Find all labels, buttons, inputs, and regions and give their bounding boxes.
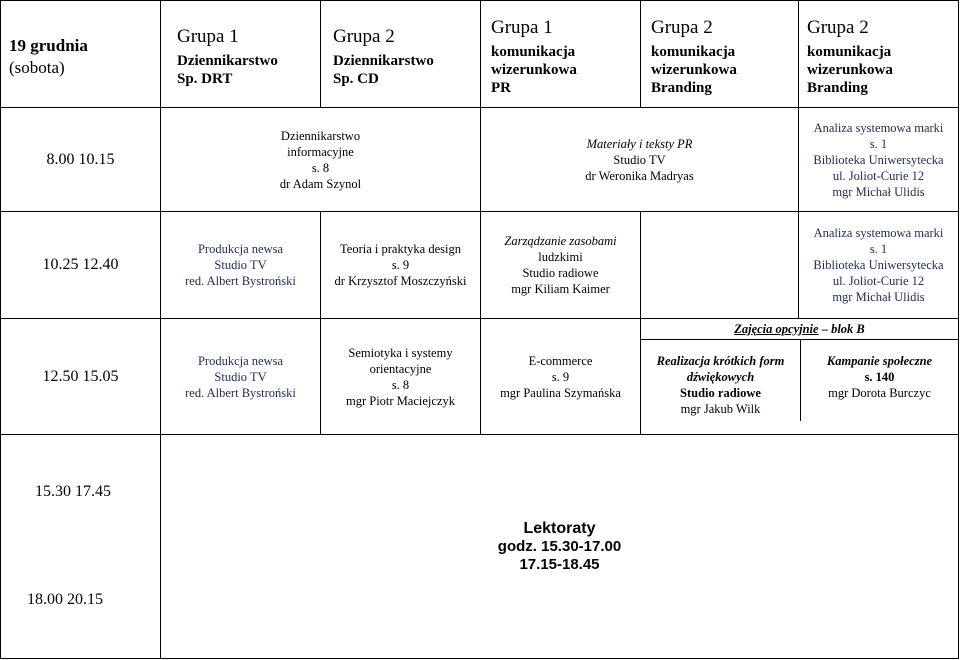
group-name: Grupa 1 [177,26,239,47]
course-title: informacyjne [287,144,354,159]
course-title: Analiza systemowa marki [813,226,944,240]
course-title: Realizacja krótkich form [656,354,785,368]
address: ul. Joliot-Curie 12 [832,168,925,183]
room: s. 9 [551,369,570,384]
specialization: Sp. CD [333,71,379,87]
lektoraty-hours: godz. 15.30-17.00 [497,537,622,555]
group-name: Grupa 2 [651,17,713,38]
lecturer: mgr Piotr Maciejczyk [346,393,455,408]
specialization: Dziennikarstwo [177,53,278,69]
specialization: komunikacja [807,44,892,60]
location: Biblioteka Uniwersytecka [813,258,944,272]
optional-block [641,319,959,435]
class-cell [801,353,958,421]
class-cell [161,108,481,212]
lecturer: red. Albert Bystroński [185,274,296,288]
room: s. 1 [869,242,888,256]
course-title: Materiały i teksty PR [586,136,693,151]
course-title: Produkcja newsa [197,353,284,368]
schedule-row-4 [1,435,959,659]
course-title: Semiotyka i systemy [348,345,453,360]
address: ul. Joliot-Curie 12 [832,274,925,288]
date-cell [1,1,161,108]
specialization: Branding [807,80,868,96]
class-cell [799,212,959,319]
specialization: wizerunkowa [491,62,577,78]
course-title: dźwiękowych [686,370,755,384]
course-title: Produkcja newsa [197,242,284,256]
group-name: Grupa 1 [491,17,553,38]
group-header-1 [161,1,321,108]
optional-label-text: Zajęcia opcyjnie [734,322,819,336]
group-name: Grupa 2 [333,26,395,47]
specialization: wizerunkowa [651,62,737,78]
room: s. 8 [391,377,410,392]
room: Studio TV [613,152,666,167]
lecturer: mgr Dorota Burczyc [828,386,931,400]
specialization: komunikacja [491,44,576,60]
empty-cell [641,212,799,319]
room: s. 140 [864,370,895,384]
class-cell [481,108,799,212]
course-title: Teoria i praktyka design [340,242,461,256]
schedule-row-3 [1,319,959,435]
room: Studio radiowe [680,386,761,400]
class-cell [321,319,481,435]
course-title: Dziennikarstwo [280,128,361,143]
lecturer: dr Krzysztof Moszczyński [334,274,467,288]
class-cell [481,319,641,435]
specialization: Dziennikarstwo [333,53,434,69]
specialization: wizerunkowa [807,62,893,78]
optional-block-label [641,321,958,337]
room: s. 1 [869,136,888,151]
lecturer: dr Weronika Madryas [585,168,694,183]
specialization: Sp. DRT [177,71,233,87]
room: Studio TV [214,258,267,272]
lecturer: mgr Jakub Wilk [680,402,761,416]
group-header-2 [321,1,481,108]
course-title: orientacyjne [369,361,432,376]
group-header-5 [799,1,959,108]
specialization: komunikacja [651,44,736,60]
course-title: Analiza systemowa marki [813,120,944,135]
class-cell [481,212,641,319]
specialization: Branding [651,80,712,96]
lecturer: mgr Kiliam Kaimer [511,282,610,296]
time-slot: 10.25 12.40 [1,212,161,319]
lecturer: mgr Michał Ulidis [832,184,925,199]
specialization: PR [491,80,511,96]
lektoraty-title: Lektoraty [523,519,596,537]
time-slot: 8.00 10.15 [1,108,161,212]
time-slot: 15.30 17.45 [35,483,111,500]
group-name: Grupa 2 [807,17,869,38]
course-title: ludzkimi [538,250,583,264]
schedule-row-2 [1,212,959,319]
lecturer: mgr Paulina Szymańska [500,385,621,400]
class-cell [321,212,481,319]
group-header-3 [481,1,641,108]
class-cell [161,212,321,319]
time-slot: 12.50 15.05 [1,319,161,435]
optional-label-suffix: – blok B [818,322,865,336]
room: s. 8 [311,160,330,175]
class-cell [161,319,321,435]
course-title: Kampanie społeczne [826,354,933,368]
time-slots [1,435,161,659]
lecturer: red. Albert Bystroński [185,385,296,400]
lecturer: dr Adam Szynol [279,176,362,191]
class-cell [641,339,801,421]
lektoraty-hours: 17.15-18.45 [519,555,600,573]
time-slot: 18.00 20.15 [27,591,103,608]
schedule-row-1 [1,108,959,212]
room: s. 9 [391,258,410,272]
room: Studio TV [214,369,267,384]
location: Biblioteka Uniwersytecka [813,152,944,167]
group-header-4 [641,1,799,108]
header-row [1,1,959,108]
course-title: E-commerce [528,353,593,368]
date-weekday: (sobota) [9,58,65,77]
room: Studio radiowe [522,266,599,280]
lektoraty-cell [161,435,959,659]
course-title: Zarządzanie zasobami [504,234,617,248]
date-title: 19 grudnia [9,36,88,55]
lecturer: mgr Michał Ulidis [832,290,925,304]
class-cell [799,108,959,212]
